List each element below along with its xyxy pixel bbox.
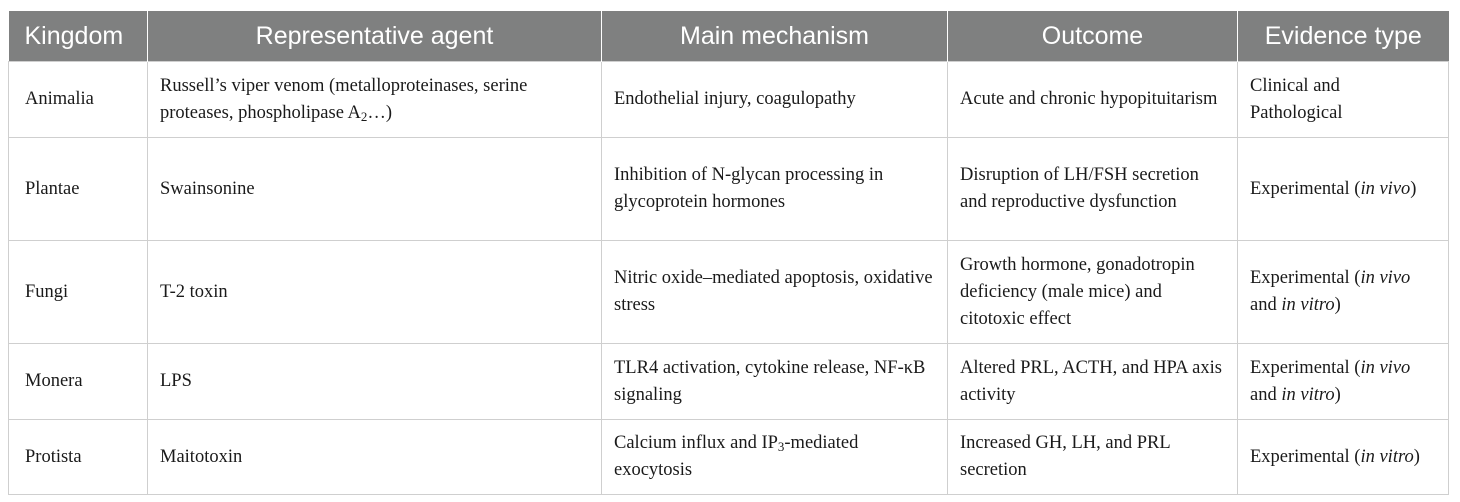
column-header-representative-agent: Representative agent (148, 11, 602, 62)
evidence-italic: in vivo (1360, 268, 1411, 288)
mechanism-cell (602, 420, 948, 495)
header-row (9, 11, 1449, 62)
kingdom-cell: Monera (9, 344, 148, 420)
mechanism-cell: Inhibition of N-glycan processing in glycoprotein hormones (602, 138, 948, 241)
evidence-italic-2: in vitro (1281, 295, 1335, 315)
table-header (9, 11, 1449, 62)
kingdom-cell: Plantae (9, 138, 148, 241)
agent-subscript: 2 (360, 108, 368, 124)
outcome-cell: Acute and chronic hypopituitarism (948, 62, 1238, 138)
table-row (9, 241, 1449, 344)
outcome-cell: Growth hormone, gonadotropin deficiency (male mice) and citotoxic effect (948, 241, 1238, 344)
table-body (9, 62, 1449, 495)
table-row (9, 138, 1449, 241)
evidence-italic-2: in vitro (1281, 384, 1335, 405)
outcome-cell: Increased GH, LH, and PRL secretion (948, 420, 1238, 495)
mechanism-cell: Endothelial injury, coagulopathy (602, 62, 948, 138)
evidence-text-end: ) (1334, 384, 1341, 405)
evidence-text-end: ) (1410, 178, 1417, 199)
evidence-text: Experimental ( (1250, 446, 1361, 467)
column-header-kingdom: Kingdom (9, 11, 148, 62)
evidence-cell: Clinical and Pathological (1238, 62, 1449, 138)
table-row (9, 344, 1449, 420)
agent-text: Russell’s viper venom (metalloproteinases, serine proteases, phospholipase A (160, 75, 528, 123)
evidence-text-mid: and (1250, 384, 1282, 405)
table-row (9, 420, 1449, 495)
column-header-main-mechanism: Main mechanism (602, 11, 948, 62)
comparison-table-container (8, 11, 1448, 495)
mechanism-cell: TLR4 activation, cytokine release, NF-κB signaling (602, 344, 948, 420)
evidence-italic: in vivo (1360, 178, 1411, 199)
agent-cell: Swainsonine (148, 138, 602, 241)
evidence-text: Experimental ( (1250, 178, 1361, 199)
kingdom-cell: Animalia (9, 62, 148, 138)
evidence-cell (1238, 344, 1449, 420)
evidence-cell (1238, 138, 1449, 241)
agent-cell (148, 62, 602, 138)
column-header-outcome: Outcome (948, 11, 1238, 62)
mechanism-cell: Nitric oxide–mediated apoptosis, oxidative stress (602, 241, 948, 344)
toxin-comparison-table (8, 11, 1449, 495)
evidence-text-end: ) (1413, 446, 1420, 467)
evidence-text-mid: and (1250, 295, 1282, 315)
mechanism-text-end: -mediated exocytosis (614, 433, 859, 480)
evidence-cell (1238, 241, 1449, 344)
agent-text-end: …) (367, 102, 393, 123)
outcome-cell: Disruption of LH/FSH secretion and reproductive dysfunction (948, 138, 1238, 241)
column-header-evidence-type: Evidence type (1238, 11, 1449, 62)
kingdom-cell: Protista (9, 420, 148, 495)
table-row (9, 62, 1449, 138)
agent-cell: T-2 toxin (148, 241, 602, 344)
agent-cell: LPS (148, 344, 602, 420)
evidence-text-end: ) (1334, 295, 1341, 315)
evidence-text: Experimental ( (1250, 357, 1361, 378)
mechanism-subscript: 3 (777, 439, 785, 455)
evidence-text: Experimental ( (1250, 268, 1361, 288)
evidence-cell (1238, 420, 1449, 495)
kingdom-cell: Fungi (9, 241, 148, 344)
evidence-italic: in vitro (1360, 446, 1414, 467)
evidence-italic: in vivo (1360, 357, 1411, 378)
outcome-cell: Altered PRL, ACTH, and HPA axis activity (948, 344, 1238, 420)
agent-cell: Maitotoxin (148, 420, 602, 495)
mechanism-text: Calcium influx and IP (614, 433, 778, 453)
